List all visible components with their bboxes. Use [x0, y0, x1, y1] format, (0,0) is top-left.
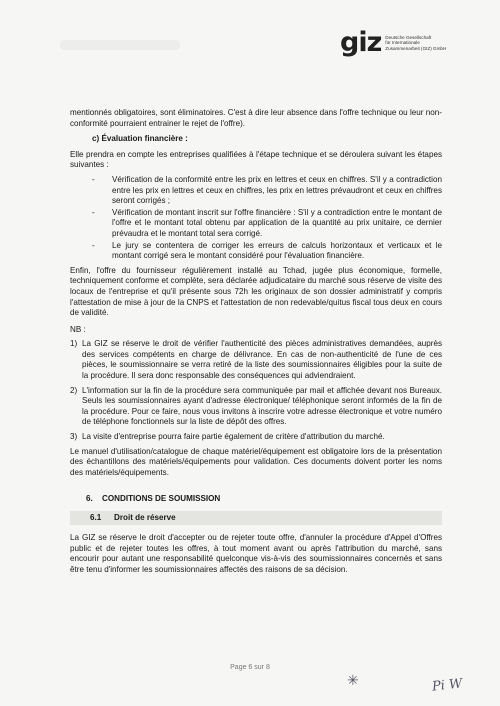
- item-number: 1): [70, 339, 78, 349]
- section-number: 6.: [86, 494, 93, 504]
- item-text: L'information sur la fin de la procédure sera communiquée par mail et affichée devant nos Bureaux. Seuls les soumissionnaires ayant d'adresse électronique/ téléphonique seront informés de la fin de la procédure. Pour ce faire, nous vous invitons à inscrire votre adresse électronique et votre numéro de téléphone fonctionnels sur la liste de dépôt des offres.: [82, 385, 442, 427]
- section-title: CONDITIONS DE SOUMISSION: [102, 494, 221, 504]
- bleed-through-mark: [60, 40, 180, 50]
- page-footer: Page 6 sur 8: [230, 664, 270, 671]
- award-paragraph: Enfin, l'offre du fournisseur régulièrement installé au Tchad, jugée plus économique, formelle, techniquement conforme et complète, sera déclarée adjudicataire du marché sous réserve de visite des locaux de l'entreprise et qu'il présente sous 72h les originaux de son dossier administratif y compris l'attestation de mise à jour de la CNPS et l'attestation de non redevable/quitus fiscal tous deux en cours de validité.: [70, 265, 442, 318]
- reserve-paragraph: La GIZ se réserve le droit d'accepter ou de rejeter toute offre, d'annuler la procédure d'Appel d'Offres public et de rejeter toutes les offres, à tout moment avant ou après l'attribution du marché, sans encourir pour autant une responsabilité quelconque vis-à-vis des soumissionnaires concernés et sans être tenu d'informer les soumissionnaires affectés des raisons de sa décision.: [70, 533, 442, 574]
- logo-mark: giz: [340, 27, 382, 58]
- logo-text: [385, 35, 446, 51]
- evaluation-steps-list: [70, 175, 442, 262]
- section-title: Droit de réserve: [114, 512, 176, 522]
- section-6-heading: [86, 494, 442, 505]
- item-number: 3): [70, 432, 78, 442]
- item-text: La GIZ se réserve le droit de vérifier l'authenticité des pièces administratives demandées, auprès des services compétents en charge de délivrance. En cas de non-authenticité de l'une de ces pièces, le soumissionnaire se verra retiré de la liste des soumissionnaires éligibles pour la suite de la procédure. Il sera donc responsable des conséquences qui adviendraient.: [82, 339, 442, 381]
- logo-line-2: für Internationale: [385, 40, 420, 46]
- section-6-1-heading: [70, 511, 442, 525]
- list-item: [70, 432, 442, 443]
- manual-paragraph: Le manuel d'utilisation/catalogue de chaque matériel/équipement est obligatoire lors de la présentation des échantillons des matériels/équipements pour validation. Ces documents doivent porter les noms des matériels/équipements.: [70, 446, 442, 477]
- item-number: 2): [70, 385, 78, 395]
- list-item: - Vérification de la conformité entre les prix en lettres et ceux en chiffres. S'il y a contradiction entre les prix en lettres et ceux en chiffres, les prix en lettres prévaudront et ceux en chiffres seront corrigés ;: [92, 175, 442, 207]
- list-item: [70, 339, 442, 381]
- list-item: [70, 386, 442, 428]
- handwritten-mark: ✳: [347, 673, 359, 689]
- nb-label: NB :: [70, 324, 86, 334]
- financial-evaluation-heading: c) Évaluation financière :: [92, 134, 188, 144]
- nb-list: [70, 339, 442, 442]
- logo-line-3: Zusammenarbeit (GIZ) GmbH: [385, 45, 447, 51]
- list-item: - Le jury se contentera de corriger les erreurs de calculs horizontaux et verticaux et le montant corrigé sera le montant considéré pour l'évaluation financière.: [92, 241, 442, 262]
- item-text: La visite d'entreprise pourra faire partie également de critère d'attribution du marché.: [82, 432, 385, 442]
- document-body: [70, 108, 442, 575]
- list-item: - Vérification de montant inscrit sur l'offre financière : S'il y a contradiction entre le montant de l'offre et le montant total obtenu par application de la quantité au prix unitaire, ce dernier prévaudra et le montant total sera corrigé.: [92, 208, 442, 240]
- giz-logo: [340, 27, 460, 62]
- financial-evaluation-lead: Elle prendra en compte les entreprises qualifiées à l'étape technique et se déroulera suivant les étapes suivantes :: [70, 149, 442, 170]
- logo-line-1: Deutsche Gesellschaft: [385, 35, 432, 40]
- intro-paragraph: mentionnés obligatoires, sont éliminatoires. C'est à dire leur absence dans l'offre technique ou leur non-conformité pourraient entrainer le rejet de l'offre).: [70, 108, 442, 128]
- section-number: 6.1: [90, 512, 102, 522]
- handwritten-initials: Pi W: [431, 676, 464, 695]
